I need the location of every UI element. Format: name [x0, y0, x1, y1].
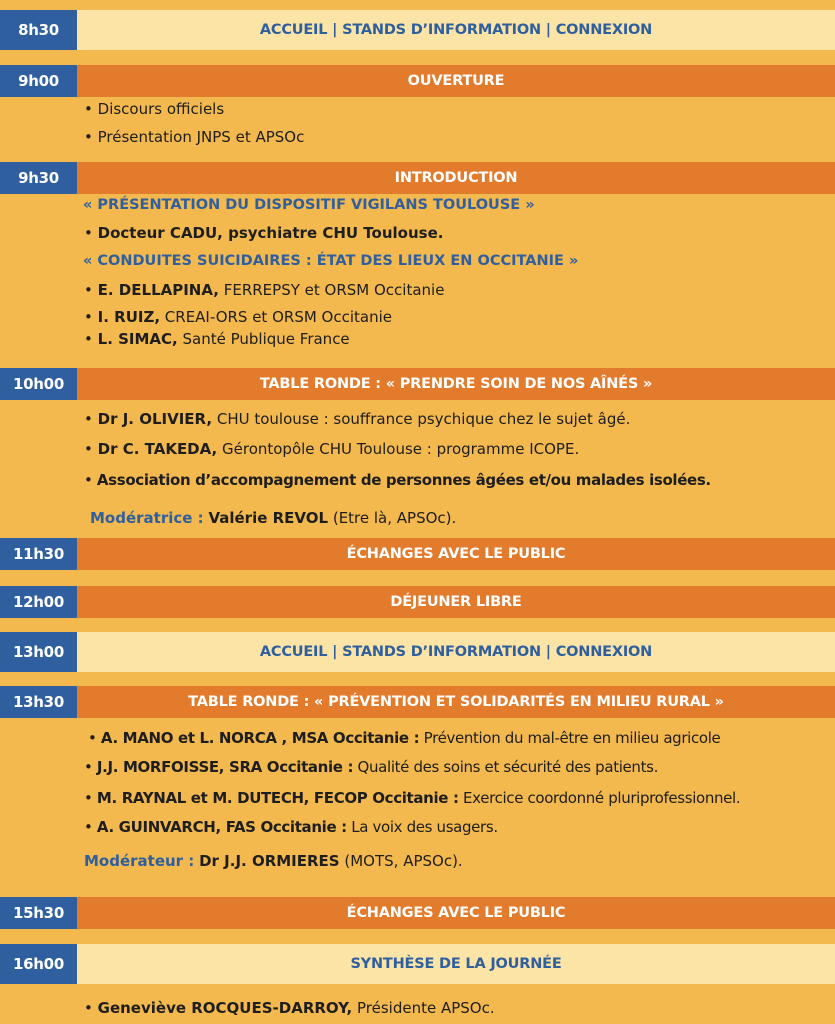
time-label: 10h00 [0, 368, 77, 400]
list-item: • Dr J. OLIVIER, CHU toulouse : souffrance psychique chez le sujet âgé. [84, 410, 631, 428]
schedule-row-1330 [0, 686, 835, 718]
session-title: TABLE RONDE : « PRÉVENTION ET SOLIDARITÉS EN MILIEU RURAL » [77, 686, 835, 718]
list-item: • I. RUIZ, CREAI-ORS et ORSM Occitanie [84, 308, 392, 326]
list-item: • Docteur CADU, psychiatre CHU Toulouse. [84, 224, 444, 242]
session-title: DÉJEUNER LIBRE [77, 586, 835, 618]
schedule-row-1300 [0, 632, 835, 672]
schedule-row-0930 [0, 162, 835, 194]
talk-subtitle: « CONDUITES SUICIDAIRES : ÉTAT DES LIEUX EN OCCITANIE » [83, 253, 579, 269]
session-title: ACCUEIL | STANDS D’INFORMATION | CONNEXION [77, 632, 835, 672]
schedule-row-1600 [0, 944, 835, 984]
schedule-row-1000 [0, 368, 835, 400]
list-item: • M. RAYNAL et M. DUTECH, FECOP Occitanie : Exercice coordonné pluriprofessionnel. [84, 789, 741, 807]
talk-subtitle: « PRÉSENTATION DU DISPOSITIF VIGILANS TOULOUSE » [83, 197, 535, 213]
session-title: SYNTHÈSE DE LA JOURNÉE [77, 944, 835, 984]
time-label: 16h00 [0, 944, 77, 984]
time-label: 15h30 [0, 897, 77, 929]
moderator-line: Modérateur : Dr J.J. ORMIERES (MOTS, APSOc). [84, 852, 463, 870]
time-label: 8h30 [0, 10, 77, 50]
list-item: • Présentation JNPS et APSOc [84, 128, 305, 146]
list-item: • A. GUINVARCH, FAS Occitanie : La voix des usagers. [84, 818, 498, 836]
list-item: • J.J. MORFOISSE, SRA Occitanie : Qualité des soins et sécurité des patients. [84, 758, 658, 776]
list-item: • A. MANO et L. NORCA , MSA Occitanie : Prévention du mal-être en milieu agricole [88, 729, 721, 747]
schedule-row-1530 [0, 897, 835, 929]
list-item: • L. SIMAC, Santé Publique France [84, 330, 350, 348]
session-title: TABLE RONDE : « PRENDRE SOIN DE NOS AÎNÉS » [77, 368, 835, 400]
session-title: ACCUEIL | STANDS D’INFORMATION | CONNEXION [77, 10, 835, 50]
time-label: 12h00 [0, 586, 77, 618]
time-label: 9h30 [0, 162, 77, 194]
session-title: ÉCHANGES AVEC LE PUBLIC [77, 897, 835, 929]
list-item: • Dr C. TAKEDA, Gérontopôle CHU Toulouse : programme ICOPE. [84, 440, 580, 458]
schedule-row-0830 [0, 10, 835, 50]
schedule-row-0900 [0, 65, 835, 97]
list-item: • Discours officiels [84, 100, 225, 118]
time-label: 9h00 [0, 65, 77, 97]
list-item: • Geneviève ROCQUES-DARROY, Présidente APSOc. [84, 999, 495, 1017]
session-title: INTRODUCTION [77, 162, 835, 194]
time-label: 13h30 [0, 686, 77, 718]
session-title: ÉCHANGES AVEC LE PUBLIC [77, 538, 835, 570]
moderator-line: Modératrice : Valérie REVOL (Etre là, APSOc). [90, 509, 457, 527]
schedule-row-1200 [0, 586, 835, 618]
schedule-row-1130 [0, 538, 835, 570]
list-item: • E. DELLAPINA, FERREPSY et ORSM Occitanie [84, 281, 445, 299]
session-title: OUVERTURE [77, 65, 835, 97]
time-label: 13h00 [0, 632, 77, 672]
list-item: • Association d’accompagnement de personnes âgées et/ou malades isolées. [84, 471, 711, 489]
time-label: 11h30 [0, 538, 77, 570]
